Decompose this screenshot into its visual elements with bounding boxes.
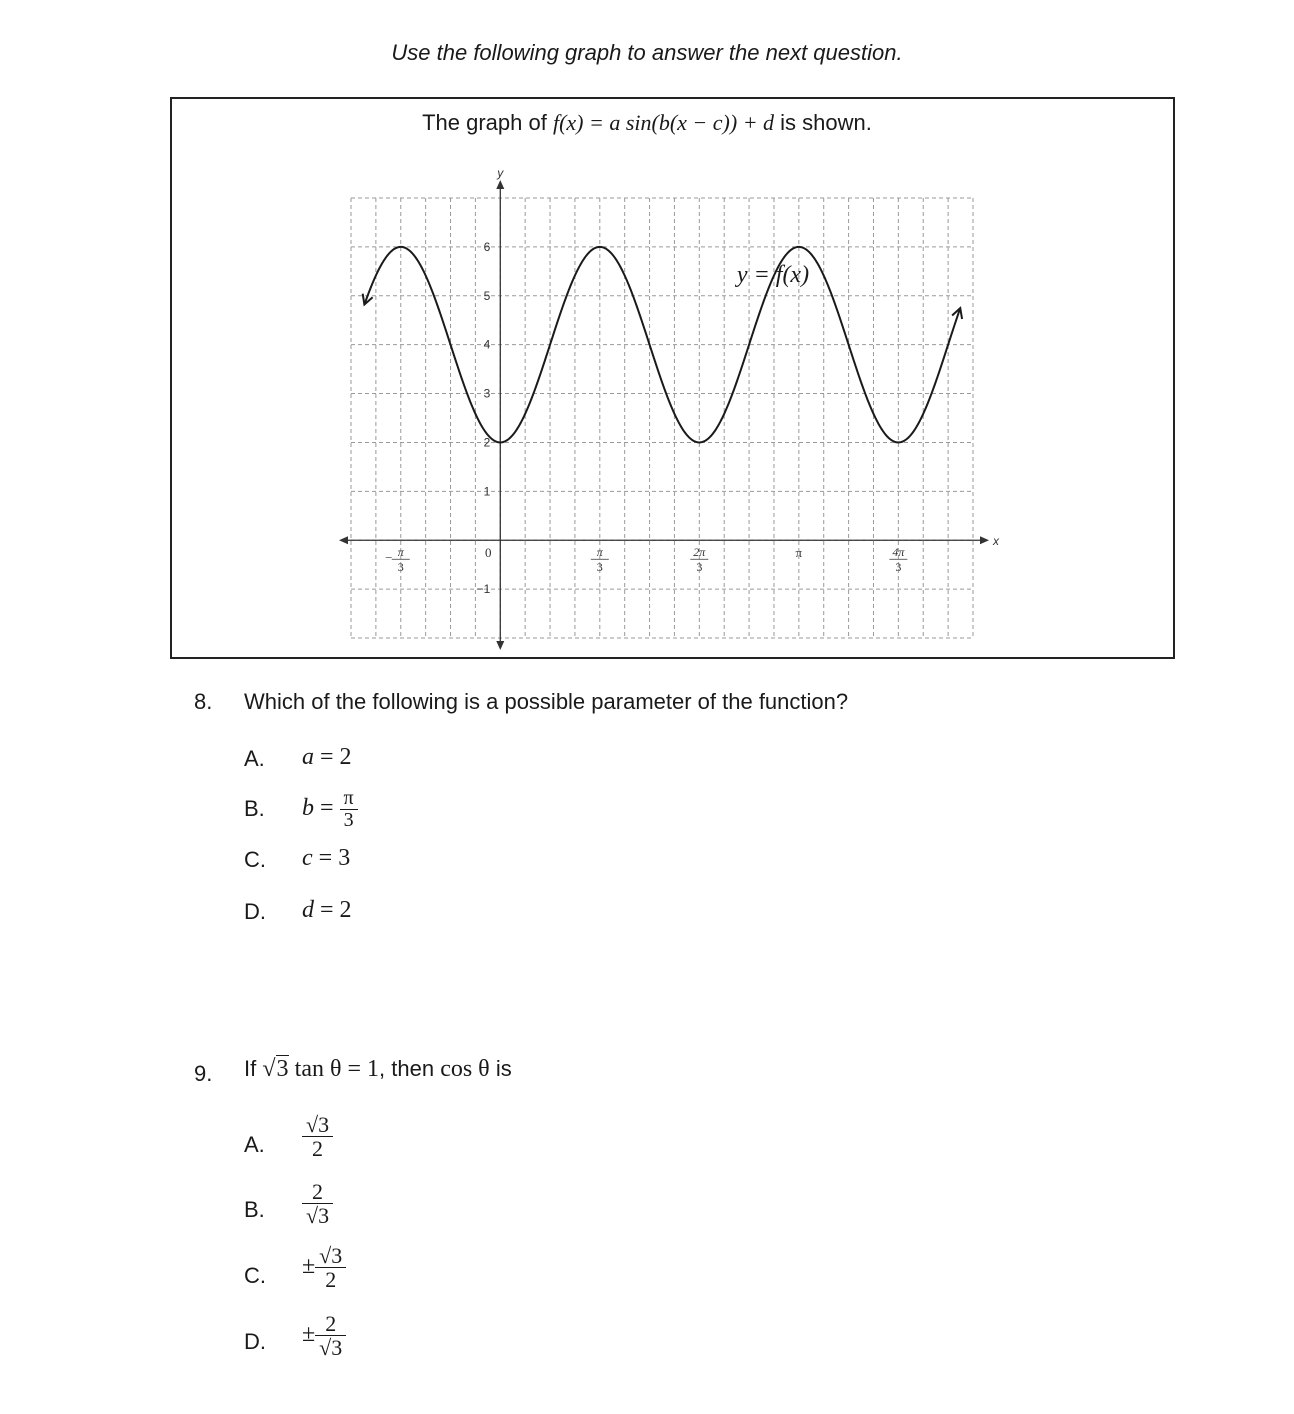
x-tick-numerator: 4π: [892, 545, 905, 560]
y-axis-arrow-down-icon: [496, 641, 504, 650]
y-axis-arrow-icon: [496, 180, 504, 189]
y-tick-label: 6: [483, 239, 491, 254]
q9-a-fraction: [302, 1113, 333, 1160]
q8-c-eq: =: [318, 845, 333, 871]
x-tick-sign: −: [385, 550, 393, 566]
x-tick-denominator: 3: [596, 560, 603, 575]
q9-a-num: √3: [302, 1113, 333, 1137]
y-tick-label: 2: [483, 435, 491, 450]
q9-d-num: 2: [315, 1312, 346, 1336]
intro-instruction: Use the following graph to answer the next question.: [391, 40, 903, 65]
q8-option-d-letter[interactable]: D.: [244, 899, 266, 924]
q8-option-b-letter[interactable]: B.: [244, 796, 265, 821]
q9-b-num: 2: [302, 1180, 333, 1204]
q8-option-a[interactable]: [302, 744, 352, 771]
x-axis-arrow-icon: [980, 536, 989, 544]
q8-option-d[interactable]: [302, 897, 352, 924]
y-tick-label: 4: [483, 337, 491, 352]
x-tick-denominator: 3: [895, 560, 902, 575]
q9-a-den: 2: [312, 1136, 324, 1162]
curve-label: y = f(x): [736, 262, 810, 288]
q9-c-sign: ±: [302, 1253, 316, 1280]
caption-suffix: is shown.: [780, 110, 872, 135]
q9-b-fraction: [302, 1180, 333, 1227]
q8-a-value: 2: [339, 744, 352, 770]
q8-d-var: d: [302, 897, 314, 923]
q8-b-fraction: [340, 788, 358, 831]
q8-a-var: a: [302, 744, 314, 770]
q8-option-a-letter[interactable]: A.: [244, 746, 265, 771]
x-tick-label: 0: [485, 545, 492, 561]
q8-c-var: c: [302, 845, 313, 871]
q8-b-var: b: [302, 795, 314, 822]
axes: [339, 166, 1000, 650]
q8-number: 8.: [194, 689, 213, 714]
q9-if: If: [244, 1056, 257, 1081]
y-tick-label: 5: [483, 288, 491, 303]
q9-is: is: [495, 1056, 512, 1081]
y-tick-label: 3: [483, 386, 491, 401]
q8-d-eq: =: [320, 897, 334, 923]
y-axis-label: y: [497, 166, 504, 180]
q8-text: Which of the following is a possible parameter of the function?: [244, 689, 849, 714]
q9-sqrt-arg: 3: [276, 1056, 289, 1082]
q8-b-den: 3: [343, 809, 354, 831]
q9-option-a-letter[interactable]: A.: [244, 1132, 265, 1157]
q8-option-c[interactable]: [302, 845, 350, 872]
x-tick-denominator: 3: [696, 560, 703, 575]
y-tick-label: 1: [483, 484, 491, 499]
q9-option-b-letter[interactable]: B.: [244, 1197, 265, 1222]
x-axis-arrow-left-icon: [339, 536, 348, 544]
q9-text: [244, 1056, 512, 1083]
grid: [351, 198, 973, 638]
q9-option-c[interactable]: [302, 1244, 346, 1291]
q8-c-value: 3: [338, 845, 351, 871]
x-tick-numerator: π: [596, 545, 603, 560]
q8-option-b[interactable]: [302, 788, 358, 831]
caption-prefix: The graph of: [422, 110, 547, 135]
x-tick-label: π: [795, 545, 803, 561]
q9-option-a[interactable]: [302, 1113, 333, 1160]
q9-d-sign: ±: [302, 1321, 316, 1348]
q8-a-eq: =: [320, 744, 334, 770]
q9-option-d-letter[interactable]: D.: [244, 1329, 266, 1354]
q9-cos-expr: cos θ: [440, 1056, 490, 1082]
x-tick-label: [385, 545, 410, 574]
q9-option-d[interactable]: [302, 1312, 346, 1359]
x-tick-label: [889, 545, 907, 574]
q9-b-den: √3: [306, 1203, 330, 1229]
y-tick-label: −1: [476, 582, 491, 597]
tick-labels: [385, 240, 907, 596]
x-axis-label: x: [993, 534, 999, 549]
q8-option-c-letter[interactable]: C.: [244, 847, 266, 872]
q9-c-den: 2: [325, 1267, 337, 1293]
q9-c-num: √3: [315, 1244, 346, 1268]
q8-b-num: π: [340, 788, 358, 810]
q9-number: 9.: [194, 1061, 213, 1086]
x-tick-numerator: 2π: [693, 545, 706, 560]
caption-formula: f(x) = a sin(b(x − c)) + d: [552, 110, 775, 135]
x-tick-label: [591, 545, 609, 574]
q9-option-b[interactable]: [302, 1180, 333, 1227]
q9-d-fraction: [315, 1312, 346, 1359]
sine-graph: [0, 0, 1294, 700]
x-tick-numerator: π: [397, 545, 404, 560]
q9-sqrt: √3: [262, 1056, 289, 1082]
q9-d-den: √3: [319, 1335, 343, 1361]
q9-tan-expr: tan θ = 1: [294, 1056, 380, 1082]
q9-c-fraction: [315, 1244, 346, 1291]
q9-option-c-letter[interactable]: C.: [244, 1263, 266, 1288]
q8-b-eq: =: [320, 795, 334, 822]
q9-then: , then: [379, 1056, 435, 1081]
x-tick-label: [690, 545, 708, 574]
q8-d-value: 2: [339, 897, 352, 923]
x-tick-denominator: 3: [397, 560, 404, 575]
